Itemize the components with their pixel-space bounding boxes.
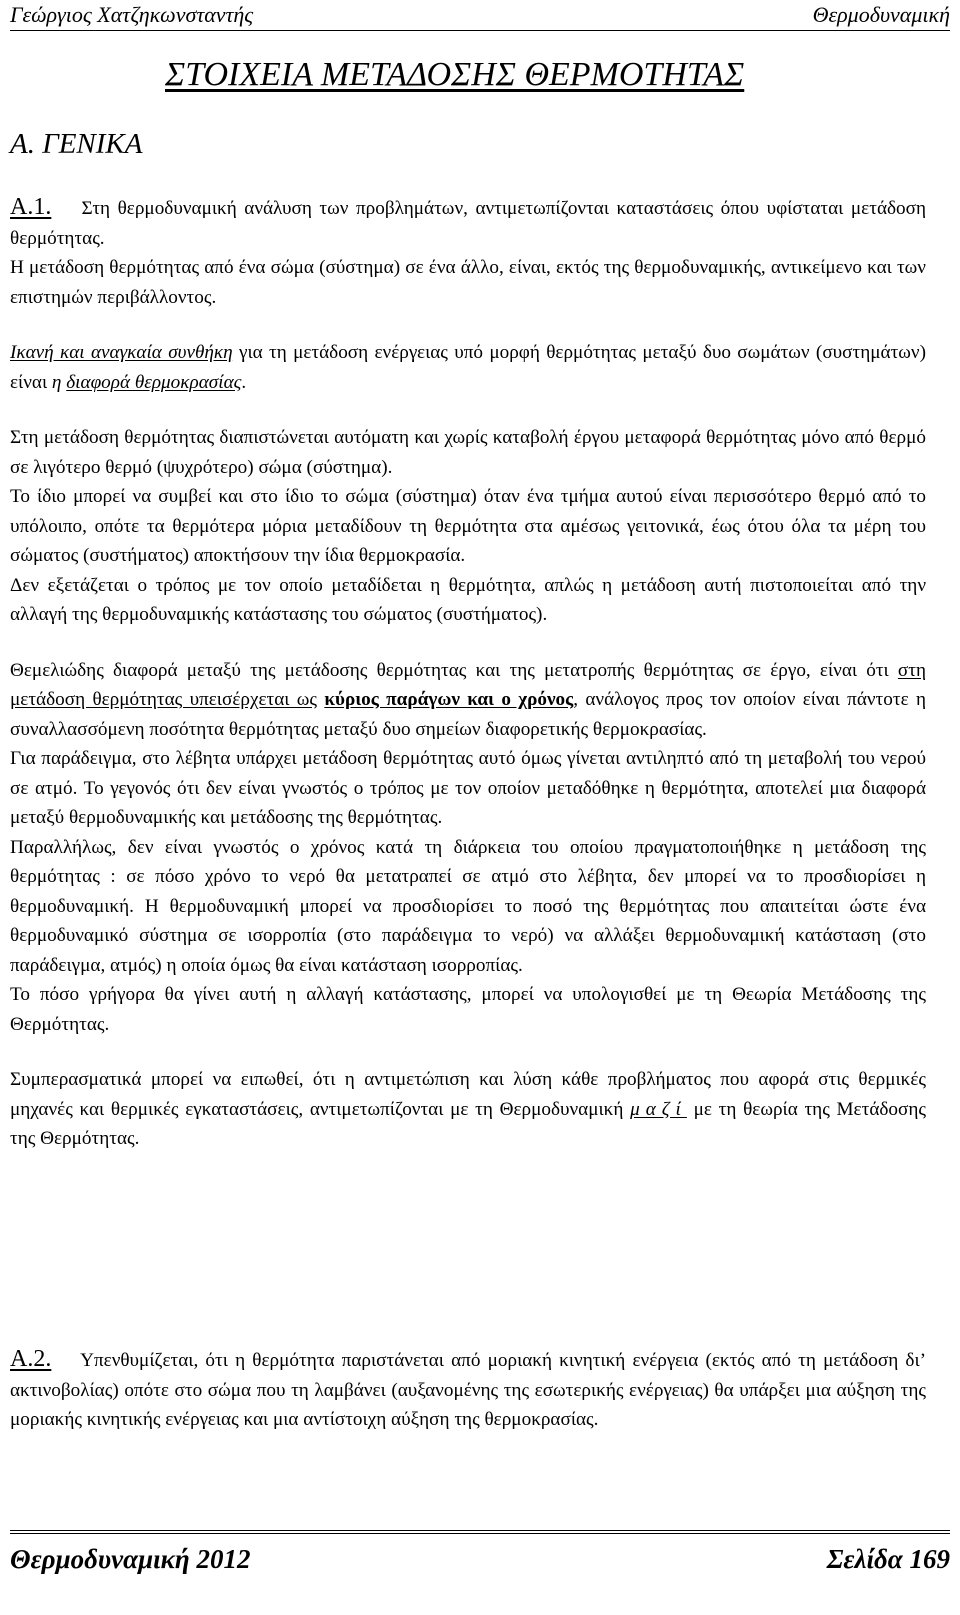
a1-paragraph-10: Το πόσο γρήγορα θα γίνει αυτή η αλλαγή κατάστασης, μπορεί να υπολογισθεί με τη Θεωρία Μετάδοσης της Θερμότητας. xyxy=(10,984,926,1035)
a1-p7-underlined: στη μετάδοση θερμότητας υπεισέρχεται ως xyxy=(10,659,926,710)
a1-paragraph-2: Η μετάδοση θερμότητας από ένα σώμα (σύστημα) σε ένα άλλο, είναι, εκτός της θερμοδυναμικής, αντικείμενο και των επιστημών περιβάλλοντος. xyxy=(10,257,926,308)
section-a1 xyxy=(10,193,926,1154)
a1-p3-condition: Ικανή και αναγκαία συνθήκη xyxy=(10,342,233,363)
a1-p7-text: Θεμελιώδης διαφορά μεταξύ της μετάδοσης θερμότητας και της μετατροπής θερμότητας σε έργο, είναι ότι xyxy=(10,659,898,681)
header-author: Γεώργιος Χατζηκωνσταντής xyxy=(10,2,254,27)
a1-p11-text: Συμπερασματικά μπορεί να ειπωθεί, ότι η αντιμετώπιση και λύση κάθε προβλήματος που αφορά στις θερμικές μηχανές και θερμικές εγκαταστάσεις, αντιμετωπίζονται με τη Θερμοδυναμική xyxy=(10,1069,926,1120)
a1-paragraph-4: Στη μετάδοση θερμότητας διαπιστώνεται αυτόματη και χωρίς καταβολή έργου μεταφορά θερμότητας μόνο από θερμό σε λιγότερο θερμό (ψυχρότερο) σώμα (σύστημα). xyxy=(10,427,926,478)
a2-p1-text: Υπενθυμίζεται, ότι η θερμότητα παριστάνεται από μοριακή κινητική ενέργεια (εκτός από τη μετάδοση δι’ ακτινοβολίας) οπότε στο σώμα που τη λαμβάνει (αυξανομένης της εσωτερικής ενέργειας) θα υπάρξει μια αύξηση της μοριακής κινητικής ενέργειας και μια αντίστοιχη αύξηση της θερμοκρασίας. xyxy=(10,1350,927,1430)
a1-p3-temperature-difference: διαφορά θερμοκρασίας xyxy=(66,371,242,393)
a1-p3-end: . xyxy=(241,371,247,393)
section-a2 xyxy=(10,1345,926,1435)
section-heading: Α. ΓΕΝΙΚΑ xyxy=(10,128,143,160)
a1-p11-rest: με τη θεωρία της Μετάδοσης της Θερμότητας. xyxy=(10,1098,926,1149)
footer-page-number: Σελίδα 169 xyxy=(826,1544,950,1574)
a1-p11-together: μαζί xyxy=(630,1098,687,1120)
a1-number: Α.1. xyxy=(10,194,52,220)
a1-p7-bold: κύριος παράγων και ο χρόνος xyxy=(324,689,574,710)
a1-p3-article: η xyxy=(51,371,67,393)
a1-paragraph-7 xyxy=(10,656,926,745)
footer-title: Θερμοδυναμική 2012 xyxy=(10,1544,251,1574)
header-subject: Θερμοδυναμική xyxy=(812,2,950,27)
a1-paragraph-9: Παραλλήλως, δεν είναι γνωστός ο χρόνος κατά τη διάρκεια του οποίου πραγματοποιήθηκε η μετάδοση της θερμότητας : σε πόσο χρόνο το νερό θα μετατραπεί σε ατμό στο λέβητα, δεν μπορεί να το προσδιορίσει η θερμοδυναμική. Η θερμοδυναμική μπορεί να προσδιορίσει το ποσό της θερμότητας που απαιτείται ώστε ένα θερμοδυναμικό σύστημα σε ισορροπία (στο παράδειγμα το νερό) να αλλάξει θερμοδυναμική κατάσταση (στο παράδειγμα, ατμός) η οποία όμως θα είναι κατάσταση ισορροπίας. xyxy=(10,836,926,976)
a1-paragraph-3 xyxy=(10,338,926,397)
a1-paragraph-8: Για παράδειγμα, στο λέβητα υπάρχει μετάδοση θερμότητας αυτό όμως γίνεται αντιληπτό από τη μεταβολή του νερού σε ατμό. Το γεγονός ότι δεν είναι γνωστός ο τρόπος με τον οποίον μεταδόθηκε η θερμότητα, αποτελεί μια διαφορά μεταξύ θερμοδυναμικής και μετάδοσης της θερμότητας. xyxy=(10,748,926,828)
a1-paragraph-1 xyxy=(10,193,926,253)
a1-paragraph-6: Δεν εξετάζεται ο τρόπος με τον οποίο μεταδίδεται η θερμότητα, απλώς η μετάδοση αυτή πιστοποιείται από την αλλαγή της θερμοδυναμικής κατάστασης του σώματος (συστήματος). xyxy=(10,574,926,625)
a1-paragraph-11 xyxy=(10,1065,926,1154)
page-header xyxy=(10,0,950,31)
a1-p1-text: Στη θερμοδυναμική ανάλυση των προβλημάτων, αντιμετωπίζονται καταστάσεις όπου υφίσταται μετάδοση θερμότητας. xyxy=(10,198,927,249)
a1-paragraph-5: Το ίδιο μπορεί να συμβεί και στο ίδιο το σώμα (σύστημα) όταν ένα τμήμα αυτού είναι περισσότερο θερμό από το υπόλοιπο, οπότε τα θερμότερα μόρια μεταδίδουν τη θερμότητα στα αμέσως γειτονικά, έως ότου όλα τα μέρη του σώματος (συστήματος) αποκτήσουν την ίδια θερμοκρασία. xyxy=(10,486,926,566)
page-footer xyxy=(10,1530,950,1580)
a1-p3-text: για τη μετάδοση ενέργειας υπό μορφή θερμότητας μεταξύ δυο σωμάτων (συστημάτων) είναι xyxy=(10,342,926,393)
a2-paragraph-1 xyxy=(10,1345,926,1435)
chapter-title: ΣΤΟΙΧΕΙΑ ΜΕΤΑΔΟΣΗΣ ΘΕΡΜΟΤΗΤΑΣ xyxy=(165,56,745,93)
a2-number: Α.2. xyxy=(10,1346,52,1372)
a1-p7-rest: , ανάλογος προς τον οποίον είναι πάντοτε η συναλλασσόμενη ποσότητα θερμότητας μεταξύ δυο σημείων διαφορετικής θερμοκρασίας. xyxy=(10,689,926,740)
